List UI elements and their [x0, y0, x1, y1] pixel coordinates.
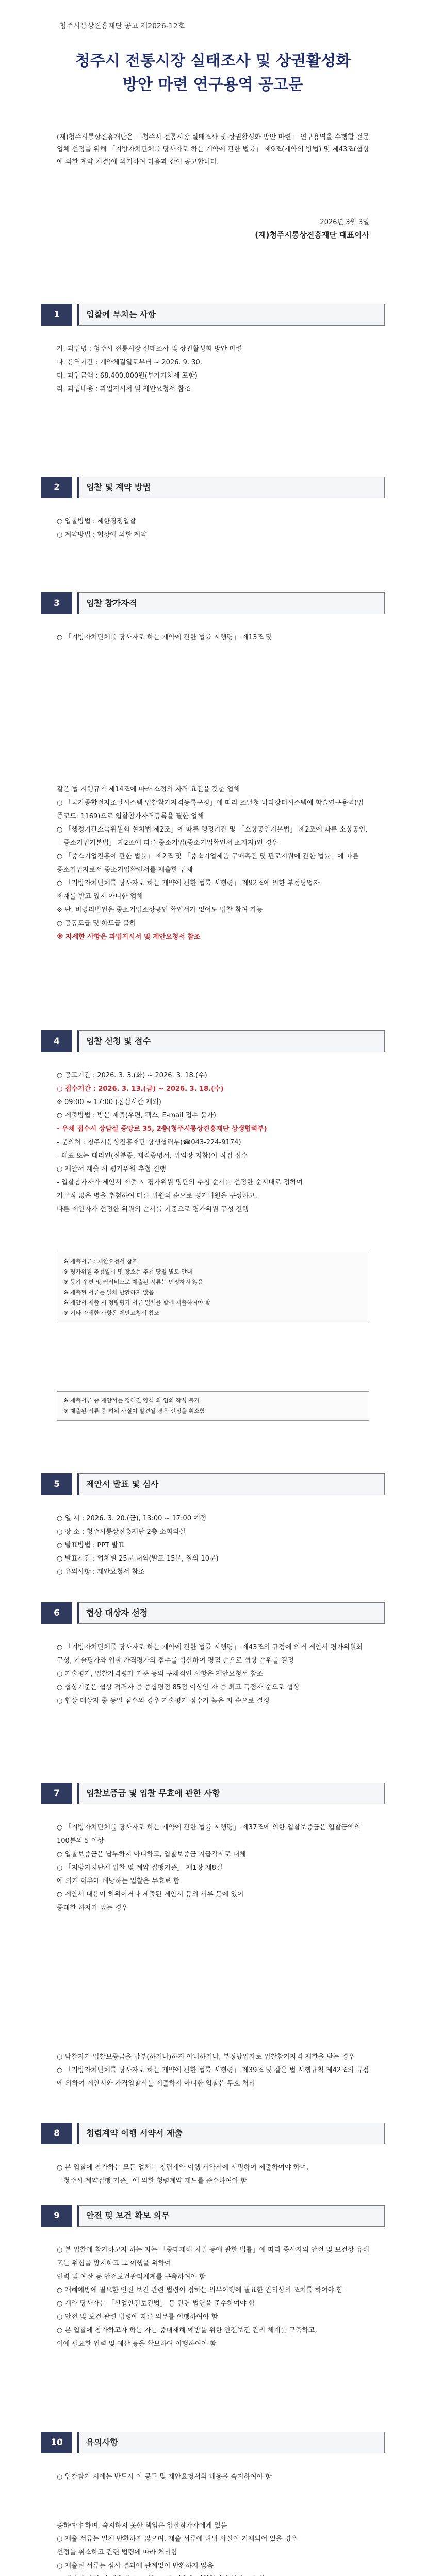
- issuing-org: (재)청주시통상진흥재단 대표이사: [255, 230, 369, 240]
- section-10-number: 10: [41, 2432, 72, 2453]
- section-3-number: 3: [41, 592, 72, 614]
- s3-line: 제재를 받고 있지 아니한 업체: [57, 893, 143, 901]
- s6-line: ○ 「지방자치단체를 당사자로 하는 계약에 관한 법률 시행령」 제43조의 규정에 의거 제안서 평가위원회 구성, 기술평가와 입찰 가격평가의 점수를 합산하여 평점 순으로 협상 순위를 결정: [57, 1643, 363, 1665]
- s8-line: ○ 본 입찰에 참가하는 모든 업체는 청렴계약 이행 서약서에 서명하여 제출하여야 하며,: [57, 2164, 308, 2172]
- s7-line: 에 의거 이유에 해당하는 입찰은 무효로 함: [57, 1877, 180, 1885]
- s3-line: ○ 「중소기업진흥에 관한 법률」 제2조 및 「중소기업제품 구매촉진 및 판로지원에 관한 법률」에 따른: [57, 853, 359, 860]
- notice-date: 2026년 3월 3일: [320, 218, 369, 226]
- note-line: ※ 제출서류 : 제안요청서 참조: [63, 1258, 138, 1265]
- s2-line: ○ 계약방법 : 협상에 의한 계약: [57, 531, 147, 539]
- section-6-number: 6: [41, 1602, 72, 1624]
- section-10-header: [41, 2432, 385, 2453]
- section-1-header: [41, 304, 385, 326]
- s1-line: 나. 용역기간 : 계약체결일로부터 ~ 2026. 9. 30.: [57, 359, 202, 366]
- section-2-number: 2: [41, 477, 72, 498]
- s4-line-emphasis: - 우체 접수시 상담실 중앙로 35, 2층(청주시통상진흥재단 상생협력부): [57, 1125, 267, 1133]
- s9-line: ○ 재해예방에 필요한 안전 보건 관련 법령이 정하는 의무이행에 필요한 관리상의 조치를 하여야 함: [57, 2286, 343, 2294]
- section-10-body-b: [57, 2519, 369, 2576]
- s7-line: ○ 제안서 내용이 허위이거나 제출된 제안서 등의 서류 등에 있어: [57, 1891, 244, 1899]
- s4-line-emphasis: ○ 접수기간 : 2026. 3. 13.(금) ~ 2026. 3. 18.(수): [57, 1085, 224, 1093]
- s5-line: ○ 발표시간 : 업체별 25분 내외(발표 15분, 질의 10분): [57, 1555, 219, 1563]
- section-5-header: [41, 1473, 385, 1495]
- section-4-number: 4: [41, 1030, 72, 1052]
- s6-line: ○ 협상기준은 협상 적격자 중 종합평점 85점 이상인 자 중 최고 득점자 순으로 협상: [57, 1684, 300, 1691]
- section-5-number: 5: [41, 1473, 72, 1495]
- section-7-number: 7: [41, 1783, 72, 1804]
- section-6-body: [57, 1641, 369, 1708]
- s9-line: ○ 본 입찰에 참가하고자 하는 자는 「중대재해 처벌 등에 관한 법률」에 따라 종사자의 안전 및 보건상 유해 또는 위험을 방지하고 그 이행을 위하여: [57, 2246, 369, 2267]
- s6-line: ○ 기술평가, 입찰가격평가 기준 등의 구체적인 사항은 제안요청서 참조: [57, 1670, 264, 1678]
- section-3-body-b: [57, 783, 369, 944]
- notice-number: 청주시통상진흥재단 공고 제2026-12호: [59, 22, 185, 30]
- intro-paragraph: (재)청주시통상진흥재단은 「청주시 전통시장 실태조사 및 상권활성화 방안 마련」 연구용역을 수행할 전문업체 선정을 위해 「지방자치단체를 당사자로 하는 계약에 관한 법률」 제9조(계약의 방법) 및 제43조(협상에 의한 계약 체결)에 의거하여 다음과 같이 공고합니다.: [57, 133, 369, 166]
- section-5-title: 제안서 발표 및 심사: [77, 1473, 385, 1495]
- s9-line: 인력 및 예산 등 안전보건관리체계를 구축하여야 함: [57, 2273, 206, 2281]
- s5-line: ○ 발표방법 : PPT 발표: [57, 1541, 125, 1549]
- s5-line: ○ 일 시 : 2026. 3. 20.(금), 13:00 ~ 17:00 예정: [57, 1515, 207, 1522]
- section-4-body: [57, 1069, 369, 1216]
- section-3-title: 입찰 참가자격: [77, 592, 385, 614]
- s7-line: ○ 「지방자치단체 입찰 및 계약 집행기준」 제1장 제8절: [57, 1864, 223, 1872]
- section-10-body-a: [57, 2470, 369, 2484]
- s7-line: ○ 「지방자치단체를 당사자로 하는 계약에 관한 법률 시행령」 제37조에 의한 입찰보증금은 입찰금액의 100분의 5 이상: [57, 1824, 361, 1845]
- s10-line: [57, 2573, 369, 2576]
- note-line: ※ 등기 우편 및 퀵서비스로 제출된 서류는 인정하지 않음: [63, 1279, 203, 1285]
- s10-line: ○ 제출된 서류는 심사 결과에 관계없이 반환하지 않음: [57, 2562, 214, 2570]
- section-10-title: 유의사항: [77, 2432, 385, 2453]
- s7-line: ○ 입찰보증금은 납부하지 아니하고, 입찰보증금 지급각서로 대체: [57, 1851, 246, 1858]
- s4-line: ○ 공고기간 : 2026. 3. 3.(화) ~ 2026. 3. 18.(수): [57, 1072, 207, 1079]
- s3-line: ※ 단, 비영리법인은 중소기업소상공인 확인서가 없어도 입찰 참여 가능: [57, 906, 263, 914]
- s7-line: 중대한 하자가 있는 경우: [57, 1904, 128, 1912]
- section-1-number: 1: [41, 304, 72, 326]
- section-6-header: [41, 1602, 385, 1624]
- note-line: ※ 평가위원 추첨일시 및 장소는 추첨 당일 별도 안내: [63, 1268, 192, 1275]
- s10-line: ○ 입찰참가 시에는 반드시 이 공고 및 제안요청서의 내용을 숙지하여야 함: [57, 2473, 272, 2481]
- s3-line: 중소기업자로서 중소기업확인서를 제출한 업체: [57, 866, 193, 874]
- s5-line: ○ 유의사항 : 제안요청서 참조: [57, 1568, 145, 1576]
- s4-line: ○ 제안서 제출 시 평가위원 추첨 진행: [57, 1165, 166, 1173]
- section-7-header: [41, 1783, 385, 1804]
- s3-line: ○ 공동도급 및 하도급 불허: [57, 920, 136, 927]
- s7-line: ○ 낙찰자가 입찰보증금을 납부(하거나)하지 아니하거나, 부정당업자로 입찰참가자격 제한을 받는 경우: [57, 2053, 355, 2061]
- notice-title: [46, 49, 380, 97]
- section-4-header: [41, 1030, 385, 1052]
- s8-line: 「청주시 계약집행 기준」에 의한 청렴계약 제도를 준수하여야 함: [57, 2177, 247, 2185]
- s3-line-emphasis: ※ 자세한 사항은 과업지시서 및 제안요청서 참조: [57, 933, 201, 941]
- section-4-title: 입찰 신청 및 접수: [77, 1030, 385, 1052]
- title-line-1: 청주시 전통시장 실태조사 및 상권활성화: [75, 52, 351, 70]
- s9-line: ○ 본 입찰에 참가하고자 하는 자는 중대재해 예방을 위한 안전보건 관리 체계를 구축하고,: [57, 2327, 317, 2334]
- s1-line: 라. 과업내용 : 과업지시서 및 제안요청서 참조: [57, 385, 191, 393]
- s1-line: 다. 과업금액 : 68,400,000원(부가가치세 포함): [57, 372, 198, 380]
- section-9-title: 안전 및 보건 확보 의무: [77, 2205, 385, 2227]
- note-line: ※ 기타 자세한 사항은 제안요청서 참조: [63, 1310, 160, 1316]
- section-3-header: [41, 592, 385, 614]
- s4-line: 가급적 많은 명을 추첨하여 다른 위원의 순으로 평가위원을 구성하고,: [57, 1192, 257, 1200]
- s10-line: 충하여야 하며, 숙지하지 못한 책임은 입찰참가자에게 있음: [57, 2522, 227, 2530]
- section-4-note-box-2: [57, 1391, 369, 1421]
- section-9-body: [57, 2244, 369, 2351]
- s2-line: ○ 입찰방법 : 제한경쟁입찰: [57, 518, 136, 526]
- s3-line: 같은 법 시행규칙 제14조에 따라 소정의 자격 요건을 갖춘 업체: [57, 786, 240, 793]
- section-1-body: [57, 343, 369, 396]
- section-8-number: 8: [41, 2123, 72, 2144]
- section-7-body-b: [57, 2050, 369, 2091]
- s1-line: 가. 과업명 : 청주시 전통시장 실태조사 및 상권활성화 방안 마련: [57, 345, 242, 353]
- s3-line: ○ 「국가종합전자조달시스템 입찰참가자격등록규정」에 따라 조달청 나라장터시스템에 학술연구용역(업종코드: 1169)으로 입찰참가자격등록을 필한 업체: [57, 799, 364, 820]
- section-5-body: [57, 1512, 369, 1579]
- section-2-body: [57, 515, 369, 542]
- section-9-header: [41, 2205, 385, 2227]
- s9-line: ○ 계약 당사자는 「산업안전보건법」 등 관련 법령을 준수하여야 함: [57, 2300, 255, 2308]
- section-8-header: [41, 2123, 385, 2144]
- s4-line: ※ 09:00 ~ 17:00 (점심시간 제외): [57, 1098, 161, 1106]
- s10-line: ○ 제출 서류는 일체 반환하지 않으며, 제출 서류에 허위 사실이 기재되어 있을 경우: [57, 2535, 298, 2543]
- s3-line: ○ 「지방자치단체를 당사자로 하는 계약에 관한 법률 시행령」 제13조 및: [57, 634, 272, 641]
- s3-line: ○ 「지방자치단체를 당사자로 하는 계약에 관한 법률 시행령」 제92조에 의한 부정당업자: [57, 879, 320, 887]
- section-9-number: 9: [41, 2205, 72, 2227]
- s3-line: 「중소기업기본법」 제2조에 따른 중소기업(중소기업확인서 소지자)인 경우: [57, 839, 278, 847]
- s4-line: 다른 제안자가 선정한 위원의 순서를 기준으로 평가위원 구성 진행: [57, 1206, 249, 1213]
- note-line: ※ 제안서 제출 시 정량평가 서류 일체를 함께 제출하여야 함: [63, 1299, 211, 1306]
- title-line-2: 방안 마련 연구용역 공고문: [122, 76, 304, 94]
- s5-line: ○ 장 소 : 청주시통상진흥재단 2층 소회의실: [57, 1528, 186, 1536]
- s6-line: ○ 협상 대상자 중 동일 점수의 경우 기술평가 점수가 높은 자 순으로 결정: [57, 1697, 270, 1705]
- note-line: ※ 제출된 서류 중 허위 사실이 발견될 경우 선정을 취소함: [63, 1408, 205, 1414]
- s4-line: ○ 제출방법 : 방문 제출(우편, 팩스, E-mail 접수 불가): [57, 1112, 216, 1120]
- section-7-body-a: [57, 1821, 369, 1915]
- s4-line: - 대표 또는 대리인(신분증, 재직증명서, 위임장 지참)이 직접 접수: [57, 1152, 248, 1160]
- section-3-body-a: [57, 631, 369, 645]
- s10-line: 선정을 취소하고 관련 법령에 따라 처리함: [57, 2549, 178, 2556]
- section-7-title: 입찰보증금 및 입찰 무효에 관한 사항: [77, 1783, 385, 1804]
- s9-line: 이에 필요한 인력 및 예산 등을 확보하여 이행하여야 함: [57, 2340, 217, 2348]
- section-2-title: 입찰 및 계약 방법: [77, 477, 385, 498]
- note-line: ※ 제출서류 중 제안서는 정해진 양식 외 임의 작성 불가: [63, 1397, 200, 1404]
- section-8-title: 청렴계약 이행 서약서 제출: [77, 2123, 385, 2144]
- section-6-title: 협상 대상자 선정: [77, 1602, 385, 1624]
- s7-line: ○ 「지방자치단체를 당사자로 하는 계약에 관한 법률 시행령」 제39조 및 같은 법 시행규칙 제42조의 규정에 의하여 제안서와 가격입찰서를 제출하지 아니한 입찰은 무효 처리: [57, 2066, 369, 2088]
- s4-line: - 문의처 : 청주시통상진흥재단 상생협력부(☎043-224-9174): [57, 1139, 241, 1146]
- s9-line: ○ 안전 및 보건 관련 법령에 따른 의무를 이행하여야 함: [57, 2313, 218, 2321]
- s4-line: - 입찰참가자가 제안서 제출 시 평가위원 명단의 추첨 순서를 선정한 순서대로 정하여: [57, 1179, 303, 1187]
- section-8-body: [57, 2161, 369, 2188]
- note-line: ※ 제출된 서류는 일체 반환하지 않음: [63, 1289, 154, 1296]
- s3-line: ○ 「행정기관소속위원회 설치법 제2조」에 따른 행정기관 및 「소상공인기본법」 제2조에 따른 소상공인,: [57, 826, 368, 834]
- section-1-title: 입찰에 부치는 사항: [77, 304, 385, 326]
- section-4-note-box: [57, 1252, 369, 1323]
- section-2-header: [41, 477, 385, 498]
